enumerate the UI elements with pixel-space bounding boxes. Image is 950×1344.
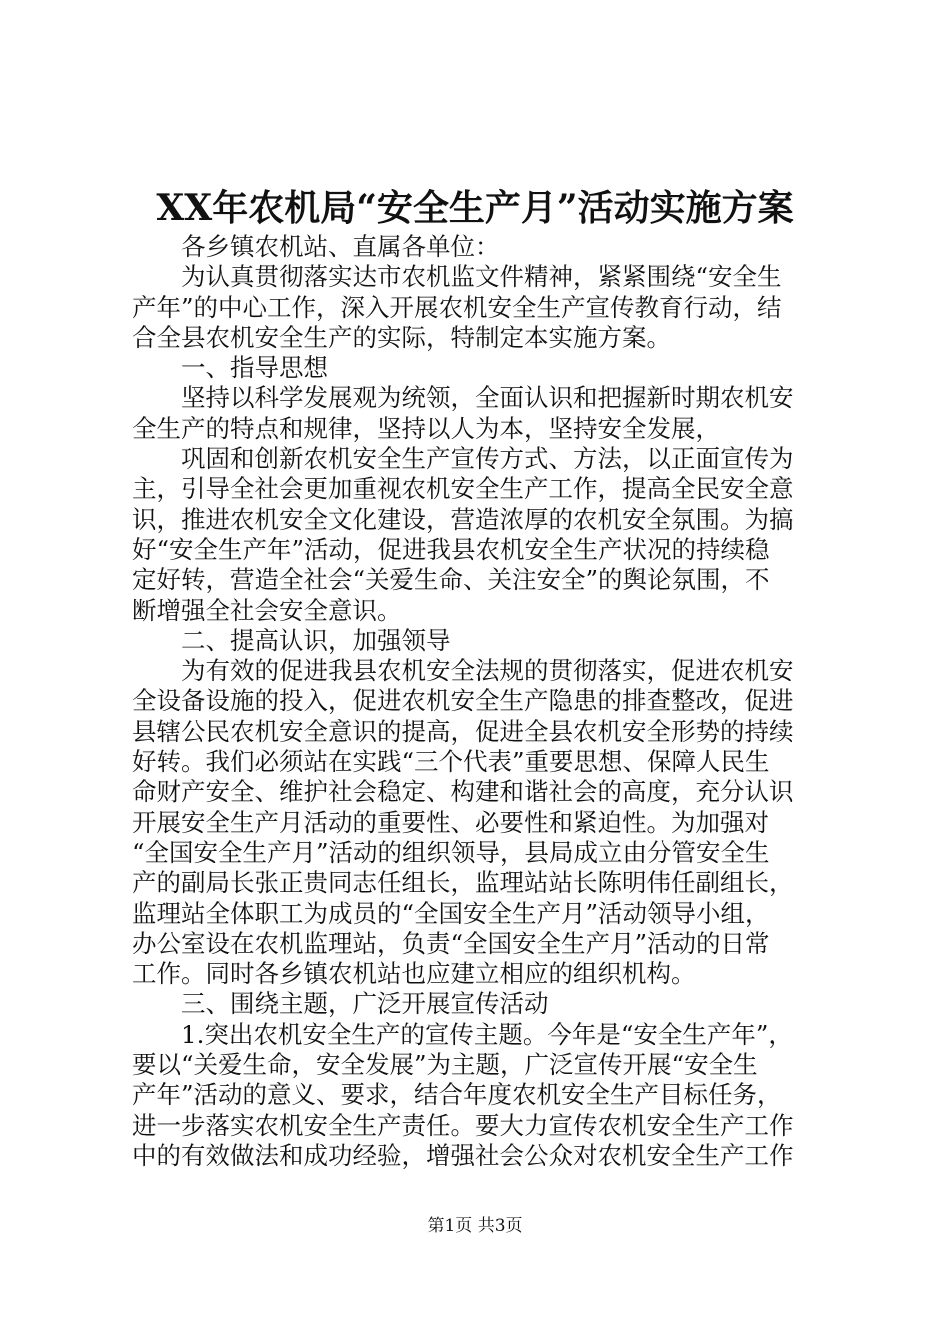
paragraph-line: “全国安全生产月”活动的组织领导，县局成立由分管安全生 (132, 837, 770, 867)
paragraph-line: 产年”活动的意义、要求，结合年度农机安全生产目标任务， (132, 1080, 782, 1110)
paragraph-line: 进一步落实农机安全生产责任。要大力宣传农机安全生产工作 (132, 1110, 794, 1140)
paragraph-line: 产年”的中心工作，深入开展农机安全生产宣传教育行动，结 (132, 292, 782, 322)
document-title: XX年农机局“安全生产月”活动实施方案 (156, 187, 794, 229)
paragraph-line: 好“安全生产年”活动，促进我县农机安全生产状况的持续稳 (132, 534, 770, 564)
paragraph-line: 办公室设在农机监理站，负责“全国安全生产月”活动的日常 (132, 928, 770, 958)
paragraph-line: 开展安全生产月活动的重要性、必要性和紧迫性。为加强对 (132, 807, 769, 837)
paragraph-line: 识，推进农机安全文化建设，营造浓厚的农机安全氛围。为搞 (132, 504, 794, 534)
paragraph-line: 要以“关爱生命，安全发展”为主题，广泛宣传开展“安全生 (132, 1050, 758, 1080)
section-heading: 一、指导思想 (181, 353, 328, 383)
paragraph-line: 断增强全社会安全意识。 (132, 595, 402, 625)
document-body (132, 232, 832, 1171)
section-heading: 二、提高认识，加强领导 (181, 625, 451, 655)
paragraph-line: 好转。我们必须站在实践“三个代表”重要思想、保障人民生 (132, 747, 770, 777)
paragraph-line: 全设备设施的投入，促进农机安全生产隐患的排查整改，促进 (132, 686, 794, 716)
paragraph-line: 为认真贯彻落实达市农机监文件精神，紧紧围绕“安全生 (181, 262, 782, 292)
paragraph-line: 巩固和创新农机安全生产宣传方式、方法，以正面宣传为 (181, 444, 794, 474)
salutation-line: 各乡镇农机站、直属各单位： (181, 232, 500, 261)
paragraph-line: 全生产的特点和规律，坚持以人为本，坚持安全发展， (132, 413, 720, 443)
page-number-footer: 第1页 共3页 (427, 1216, 523, 1236)
paragraph-line: 主，引导全社会更加重视农机安全生产工作，提高全民安全意 (132, 474, 794, 504)
paragraph-line: 1.突出农机安全生产的宣传主题。今年是“安全生产年”， (181, 1019, 793, 1049)
paragraph-line: 县辖公民农机安全意识的提高，促进全县农机安全形势的持续 (132, 716, 794, 746)
paragraph-line: 产的副局长张正贵同志任组长，监理站站长陈明伟任副组长， (132, 868, 794, 898)
paragraph-line: 为有效的促进我县农机安全法规的贯彻落实，促进农机安 (181, 656, 794, 686)
paragraph-line: 中的有效做法和成功经验，增强社会公众对农机安全生产工作 (132, 1140, 794, 1170)
paragraph-line: 监理站全体职工为成员的“全国安全生产月”活动领导小组， (132, 898, 770, 928)
paragraph-line: 工作。同时各乡镇农机站也应建立相应的组织机构。 (132, 959, 696, 989)
paragraph-line: 命财产安全、维护社会稳定、构建和谐社会的高度，充分认识 (132, 777, 794, 807)
paragraph-line: 坚持以科学发展观为统领，全面认识和把握新时期农机安 (181, 383, 794, 413)
paragraph-line: 合全县农机安全生产的实际，特制定本实施方案。 (132, 322, 671, 352)
paragraph-line: 定好转，营造全社会“关爱生命、关注安全”的舆论氛围，不 (132, 565, 770, 595)
section-heading: 三、围绕主题，广泛开展宣传活动 (181, 989, 549, 1019)
